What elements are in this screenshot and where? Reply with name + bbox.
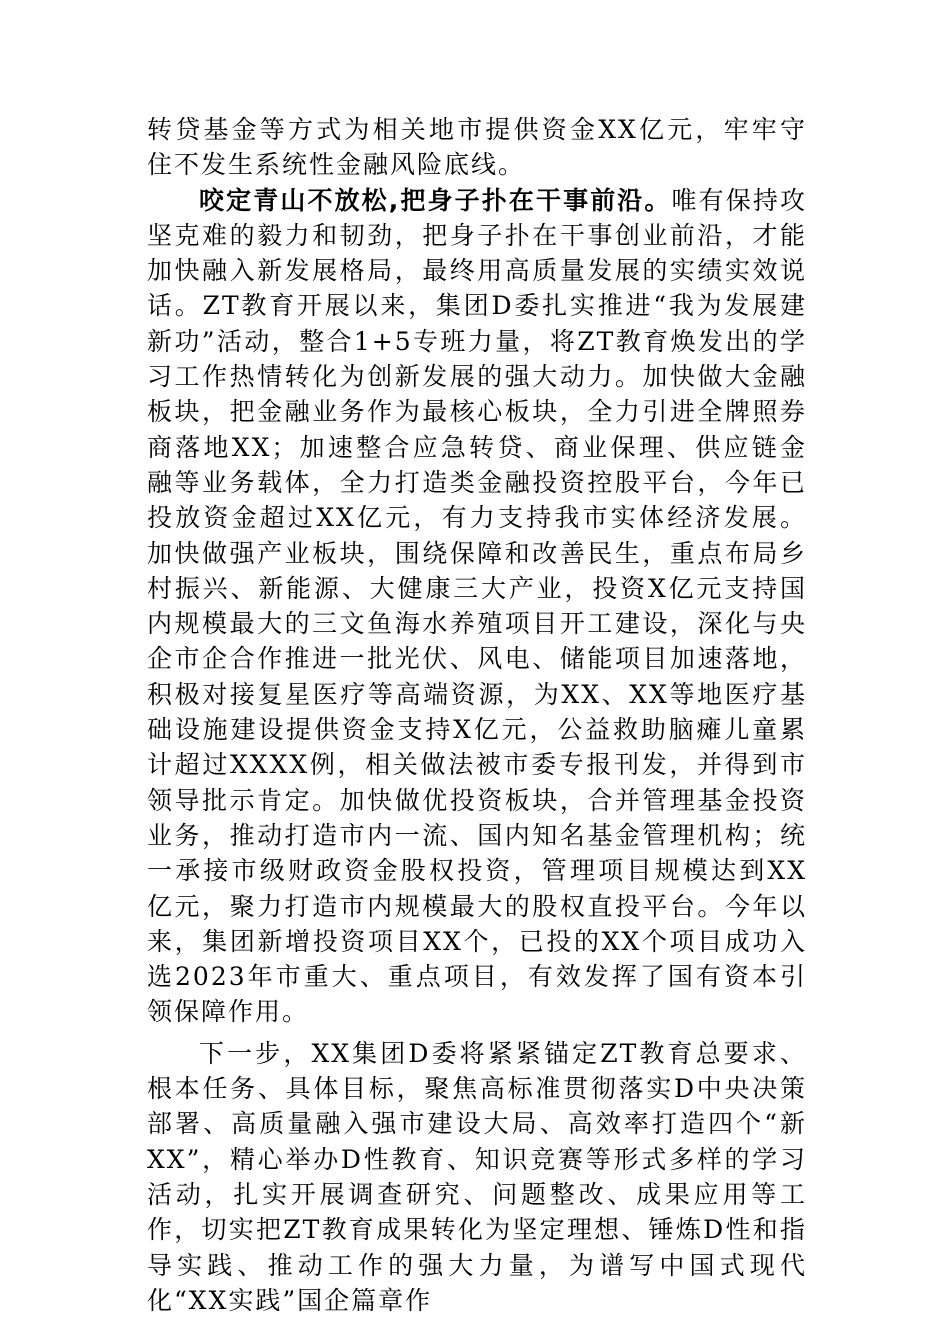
paragraph-1-text: 转贷基金等方式为相关地市提供资金XX亿元，牢牢守住不发生系统性金融风险底线。 (147, 115, 807, 180)
paragraph-2-text: 唯有保持攻坚克难的毅力和韧劲，把身子扑在干事创业前沿，才能加快融入新发展格局，最终用高质量发展的实绩实效说话。ZT教育开展以来，集团D委扎实推进“我为发展建新功”活动，整合1+5专班力量，将ZT教育焕发出的学习工作热情转化为创新发展的强大动力。加快做大金融板块，把金融业务作为最核心板块，全力引进全牌照券商落地XX；加速整合应急转贷、商业保理、供应链金融等业务载体，全力打造类金融投资控股平台，今年已投放资金超过XX亿元，有力支持我市实体经济发展。加快做强产业板块，围绕保障和改善民生，重点布局乡村振兴、新能源、大健康三大产业，投资X亿元支持国内规模最大的三文鱼海水养殖项目开工建设，深化与央企市企合作推进一批光伏、风电、储能项目加速落地，积极对接复星医疗等高端资源，为XX、XX等地医疗基础设施建设提供资金支持X亿元，公益救助脑瘫儿童累计超过XXXX例，相关做法被市委专报刊发，并得到市领导批示肯定。加快做优投资板块，合并管理基金投资业务，推动打造市内一流、国内知名基金管理机构；统一承接市级财政资金股权投资，管理项目规模达到XX亿元，聚力打造市内规模最大的股权直投平台。今年以来，集团新增投资项目XX个，已投的XX个项目成功入选2023年市重大、重点项目，有效发挥了国有资本引领保障作用。 (147, 185, 807, 1027)
paragraph-lead-heading: 咬定青山不放松,把身子扑在干事前沿。 (199, 185, 672, 215)
paragraph-next-step (147, 1036, 807, 1318)
paragraph-3-text: 下一步，XX集团D委将紧紧锚定ZT教育总要求、根本任务、具体目标，聚焦高标准贯彻落实D中央决策部署、高质量融入强市建设大局、高效率打造四个“新XX”，精心举办D性教育、知识竞赛等形式多样的学习活动，扎实开展调查研究、问题整改、成果应用等工作，切实把ZT教育成果转化为坚定理想、锤炼D性和指导实践、推动工作的强大力量，为谱写中国式现代化“XX实践”国企篇章作 (147, 1038, 807, 1315)
paragraph-section (147, 183, 807, 1030)
paragraph-continuation (147, 112, 807, 183)
document-body (147, 112, 807, 1318)
